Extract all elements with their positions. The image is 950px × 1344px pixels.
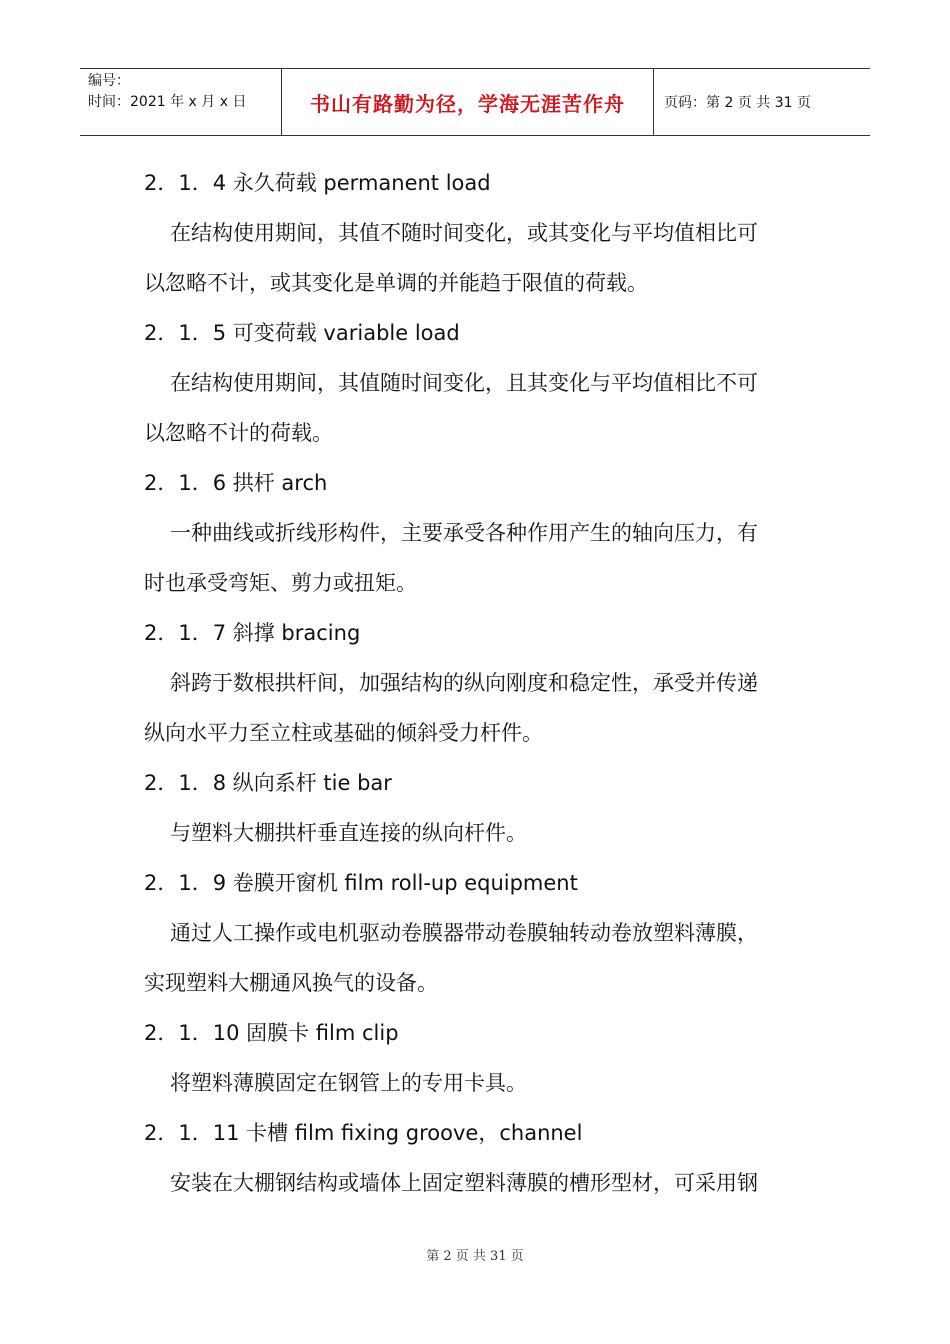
section-heading: 2．1．5 可变荷载 variable load bbox=[144, 321, 460, 345]
paragraph-line: 时也承受弯矩、剪力或扭矩。 bbox=[144, 571, 417, 595]
paragraph-line: 以忽略不计，或其变化是单调的并能趋于限值的荷载。 bbox=[144, 271, 648, 295]
paragraph-line: 在结构使用期间，其值随时间变化，且其变化与平均值相比不可 bbox=[170, 371, 758, 395]
paragraph-line: 实现塑料大棚通风换气的设备。 bbox=[144, 971, 438, 995]
paragraph-line: 在结构使用期间，其值不随时间变化，或其变化与平均值相比可 bbox=[170, 221, 758, 245]
document-number-label: 编号： bbox=[88, 73, 130, 89]
document-time-label: 时间：2021 年 x 月 x 日 bbox=[88, 94, 247, 110]
paragraph-line: 斜跨于数根拱杆间，加强结构的纵向刚度和稳定性，承受并传递 bbox=[170, 671, 758, 695]
paragraph-line: 通过人工操作或电机驱动卷膜器带动卷膜轴转动卷放塑料薄膜， bbox=[170, 921, 758, 945]
section-heading: 2．1．4 永久荷载 permanent load bbox=[144, 171, 491, 195]
paragraph-line: 与塑料大棚拱杆垂直连接的纵向杆件。 bbox=[170, 821, 527, 845]
document-body bbox=[144, 158, 804, 1208]
section-heading: 2．1．10 固膜卡 film clip bbox=[144, 1021, 399, 1045]
paragraph-line: 将塑料薄膜固定在钢管上的专用卡具。 bbox=[170, 1071, 527, 1095]
paragraph-line: 纵向水平力至立柱或基础的倾斜受力杆件。 bbox=[144, 721, 543, 745]
header-motto: 书山有路勤为径，学海无涯苦作舟 bbox=[310, 91, 625, 116]
page-footer: 第 2 页 共 31 页 bbox=[426, 1249, 524, 1264]
section-heading: 2．1．11 卡槽 film fixing groove，channel bbox=[144, 1121, 583, 1145]
section-heading: 2．1．8 纵向系杆 tie bar bbox=[144, 771, 392, 795]
paragraph-line: 以忽略不计的荷载。 bbox=[144, 421, 333, 445]
page-header bbox=[80, 68, 870, 136]
section-heading: 2．1．9 卷膜开窗机 film roll-up equipment bbox=[144, 871, 578, 895]
paragraph-line: 一种曲线或折线形构件，主要承受各种作用产生的轴向压力，有 bbox=[170, 521, 758, 545]
paragraph-line: 安装在大棚钢结构或墙体上固定塑料薄膜的槽形型材，可采用钢 bbox=[170, 1171, 758, 1195]
header-page-cell bbox=[654, 69, 870, 135]
header-meta bbox=[80, 69, 282, 135]
header-page-info: 页码：第 2 页 共 31 页 bbox=[664, 95, 811, 111]
section-heading: 2．1．7 斜撑 bracing bbox=[144, 621, 361, 645]
header-motto-cell bbox=[282, 69, 654, 135]
section-heading: 2．1．6 拱杆 arch bbox=[144, 471, 328, 495]
